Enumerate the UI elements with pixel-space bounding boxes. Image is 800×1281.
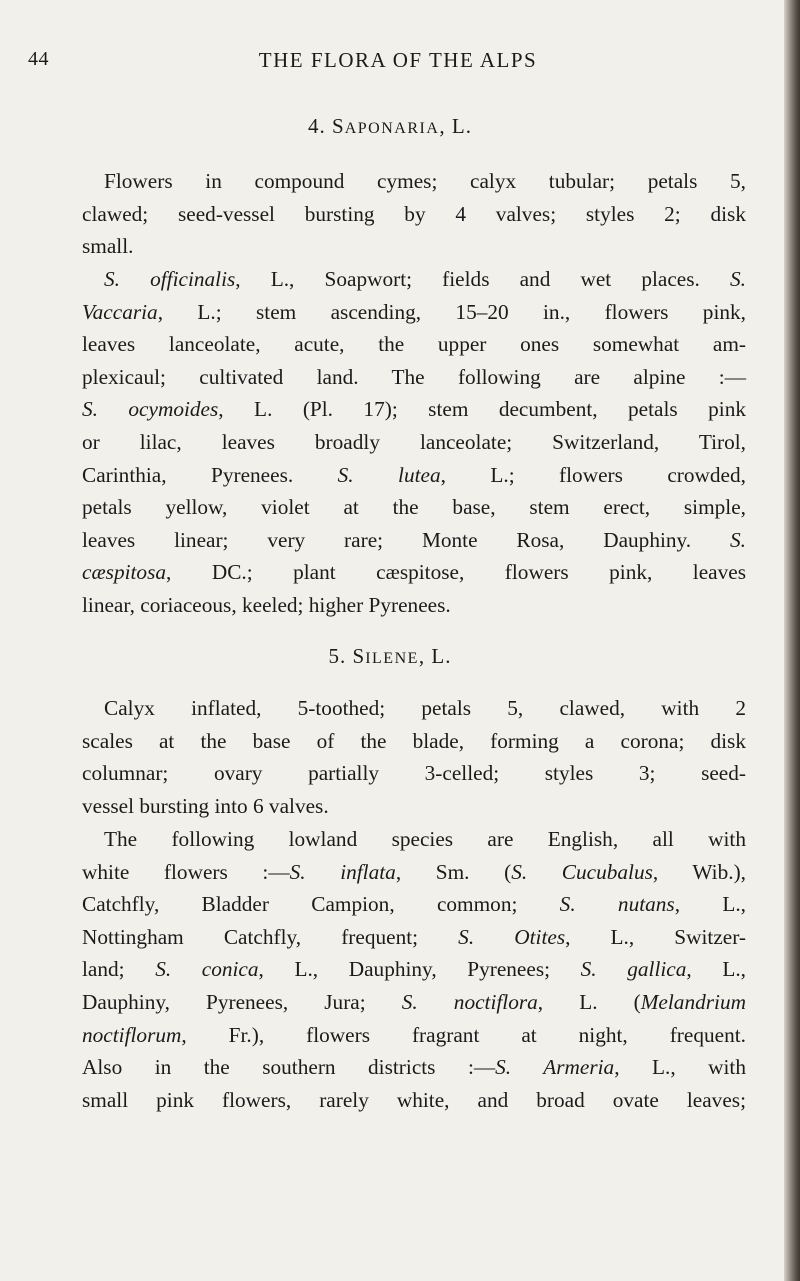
genus-author: , L. <box>439 114 472 138</box>
text-line: Flowers in compound cymes; calyx tubular; petals 5, <box>104 169 746 193</box>
page-header <box>28 48 768 78</box>
text-line: leaves linear; very rare; Monte Rosa, Dauphiny. S. <box>82 527 746 552</box>
text-line: vessel bursting into 6 valves. <box>82 793 329 818</box>
text-line: or lilac, leaves broadly lanceolate; Switzerland, Tirol, <box>82 429 746 454</box>
genus-initial: S <box>352 644 366 668</box>
text-line: clawed; seed-vessel bursting by 4 valves; styles 2; disk <box>82 201 746 226</box>
text-line: cæspitosa, DC.; plant cæspitose, flowers pink, leaves <box>82 560 746 585</box>
text-line: plexicaul; cultivated land. The following are alpine :— <box>82 364 746 389</box>
text-line: S. ocymoides, L. (Pl. 17); stem decumbent, petals pink <box>82 397 746 422</box>
text-line: land; S. conica, L., Dauphiny, Pyrenees; S. gallica, L., <box>82 957 746 982</box>
running-title: THE FLORA OF THE ALPS <box>258 48 538 72</box>
text-line: small. <box>82 234 134 259</box>
page-edge-shadow <box>784 0 800 1281</box>
silene-species <box>82 823 746 1116</box>
text-line: S. officinalis, L., Soapwort; fields and wet places. S. <box>104 267 746 291</box>
text-line: linear, coriaceous, keeled; higher Pyrenees. <box>82 592 451 617</box>
section-number: 4. <box>308 114 326 138</box>
section-heading-saponaria <box>0 114 780 139</box>
genus-author: , L. <box>418 644 452 668</box>
genus-rest: APONARIA <box>344 120 440 137</box>
section-heading-silene <box>0 644 780 669</box>
text-line: The following lowland species are English, all with <box>104 827 746 851</box>
page-number: 44 <box>28 48 49 70</box>
silene-description <box>82 692 746 822</box>
text-line: Dauphiny, Pyrenees, Jura; S. noctiflora, L. (Melandrium <box>82 989 746 1014</box>
text-line: white flowers :—S. inflata, Sm. (S. Cucubalus, Wib.), <box>82 859 746 884</box>
text-line: petals yellow, violet at the base, stem erect, simple, <box>82 495 746 520</box>
text-line: noctiflorum, Fr.), flowers fragrant at night, frequent. <box>82 1022 746 1047</box>
genus-initial: S <box>332 114 345 138</box>
text-line: Nottingham Catchfly, frequent; S. Otites, L., Switzer- <box>82 924 746 949</box>
text-line: Catchfly, Bladder Campion, common; S. nutans, L., <box>82 892 746 917</box>
text-line: small pink flowers, rarely white, and broad ovate leaves; <box>82 1087 746 1112</box>
genus-rest: ILENE <box>365 650 419 667</box>
text-line: Also in the southern districts :—S. Armeria, L., with <box>82 1055 746 1080</box>
text-line: scales at the base of the blade, forming a corona; disk <box>82 728 746 753</box>
saponaria-species <box>82 263 746 622</box>
saponaria-description <box>82 165 746 263</box>
text-line: Calyx inflated, 5-toothed; petals 5, clawed, with 2 <box>104 696 746 720</box>
text-line: leaves lanceolate, acute, the upper ones somewhat am- <box>82 332 746 357</box>
text-line: Vaccaria, L.; stem ascending, 15–20 in., flowers pink, <box>82 299 746 324</box>
text-line: columnar; ovary partially 3-celled; styles 3; seed- <box>82 761 746 786</box>
text-line: Carinthia, Pyrenees. S. lutea, L.; flowers crowded, <box>82 462 746 487</box>
section-number: 5. <box>328 644 347 668</box>
